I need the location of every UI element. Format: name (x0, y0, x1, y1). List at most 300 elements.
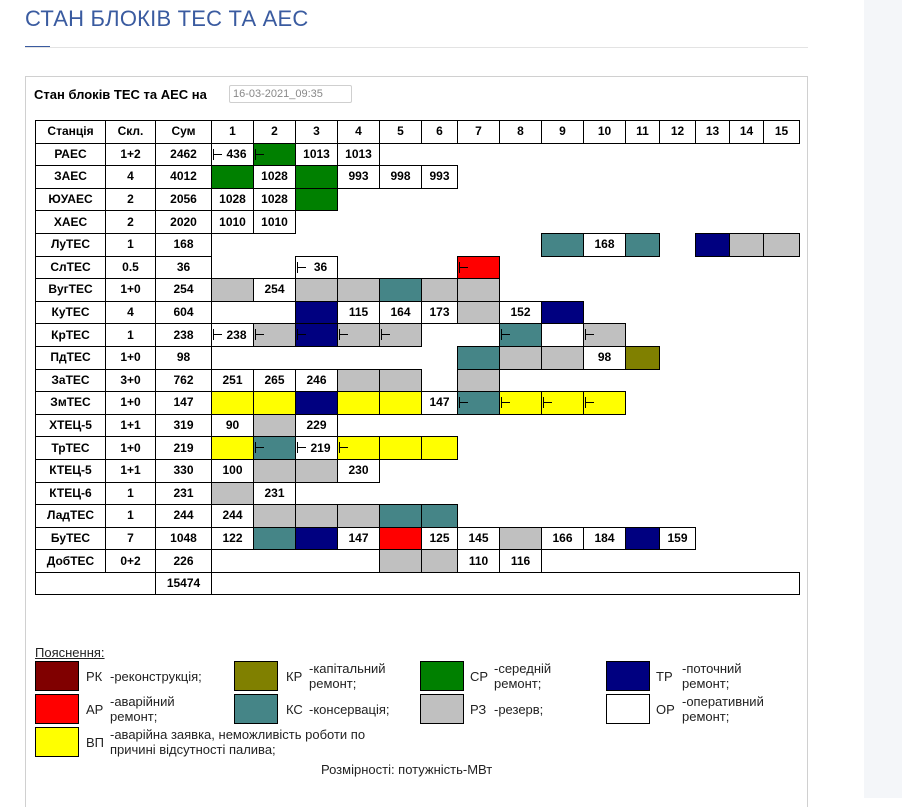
column-header: Сум (156, 121, 212, 144)
empty-cell (626, 505, 660, 528)
empty-cell (584, 279, 626, 302)
station-sum: 168 (156, 233, 212, 256)
station-name: КуТЕС (36, 301, 106, 324)
unit-marker-icon (213, 329, 222, 340)
station-row (36, 437, 800, 460)
station-row (36, 369, 800, 392)
empty-cell (764, 437, 800, 460)
unit-cell (542, 301, 584, 324)
empty-cell (422, 459, 458, 482)
station-sum: 2462 (156, 143, 212, 166)
unit-cell (380, 437, 422, 460)
station-sum: 98 (156, 346, 212, 369)
total-label-cell (36, 572, 156, 595)
empty-cell (338, 346, 380, 369)
empty-cell (500, 166, 542, 189)
empty-cell (660, 437, 696, 460)
table-header-row (36, 121, 800, 144)
unit-capacity: 238 (226, 327, 247, 342)
empty-cell (660, 505, 696, 528)
empty-cell (296, 346, 338, 369)
empty-cell (626, 369, 660, 392)
empty-cell (764, 188, 800, 211)
empty-cell (542, 482, 584, 505)
unit-capacity: 998 (390, 169, 411, 184)
empty-cell (696, 279, 730, 302)
empty-cell (500, 143, 542, 166)
unit-marker-icon (213, 149, 222, 160)
station-sum: 226 (156, 550, 212, 573)
station-row (36, 166, 800, 189)
empty-cell (380, 211, 422, 234)
unit-capacity: 90 (225, 418, 240, 433)
station-skl: 3+0 (106, 369, 156, 392)
empty-cell (696, 346, 730, 369)
empty-cell (338, 482, 380, 505)
unit-cell (296, 392, 338, 415)
column-header: 10 (584, 121, 626, 144)
empty-cell (296, 211, 338, 234)
empty-cell (660, 550, 696, 573)
unit-cell (338, 527, 380, 550)
empty-cell (500, 482, 542, 505)
unit-marker-icon (297, 442, 306, 453)
empty-cell (730, 324, 764, 347)
unit-cell (296, 279, 338, 302)
unit-cell (212, 437, 254, 460)
column-header: 8 (500, 121, 542, 144)
unit-cell (584, 527, 626, 550)
unit-cell (626, 346, 660, 369)
unit-cell (422, 301, 458, 324)
unit-marker-icon (255, 442, 264, 453)
unit-cell (338, 324, 380, 347)
station-skl: 2 (106, 188, 156, 211)
empty-cell (660, 143, 696, 166)
empty-cell (422, 369, 458, 392)
unit-cell (254, 188, 296, 211)
empty-cell (584, 369, 626, 392)
unit-capacity: 219 (310, 440, 331, 455)
unit-cell (254, 279, 296, 302)
unit-capacity: 231 (264, 485, 285, 500)
empty-cell (542, 505, 584, 528)
unit-cell (584, 324, 626, 347)
empty-cell (500, 256, 542, 279)
empty-cell (764, 279, 800, 302)
column-header: 6 (422, 121, 458, 144)
empty-cell (764, 324, 800, 347)
empty-cell (584, 256, 626, 279)
unit-cell (254, 459, 296, 482)
unit-cell (338, 437, 380, 460)
unit-cell (212, 459, 254, 482)
empty-cell (660, 459, 696, 482)
unit-capacity: 100 (222, 463, 243, 478)
legend-desc-ar: -аварійний ремонт; (110, 694, 175, 724)
empty-cell (626, 414, 660, 437)
unit-capacity: 244 (222, 508, 243, 523)
column-header: 14 (730, 121, 764, 144)
unit-cell (296, 166, 338, 189)
station-skl: 1+1 (106, 459, 156, 482)
empty-cell (584, 482, 626, 505)
unit-cell (458, 392, 500, 415)
unit-cell (500, 324, 542, 347)
empty-cell (730, 166, 764, 189)
empty-cell (764, 143, 800, 166)
unit-cell (212, 188, 254, 211)
total-spacer-cell (212, 572, 800, 595)
units-status-table (35, 120, 800, 595)
station-skl: 1+2 (106, 143, 156, 166)
empty-cell (500, 459, 542, 482)
station-row (36, 482, 800, 505)
empty-cell (626, 482, 660, 505)
station-sum: 147 (156, 392, 212, 415)
station-name: БуТЕС (36, 527, 106, 550)
empty-cell (764, 301, 800, 324)
empty-cell (584, 301, 626, 324)
empty-cell (696, 527, 730, 550)
column-header: 9 (542, 121, 584, 144)
empty-cell (458, 482, 500, 505)
station-name: ХАЕС (36, 211, 106, 234)
empty-cell (764, 414, 800, 437)
unit-marker-icon (339, 442, 348, 453)
empty-cell (500, 369, 542, 392)
station-sum: 219 (156, 437, 212, 460)
empty-cell (660, 279, 696, 302)
empty-cell (584, 437, 626, 460)
unit-cell (764, 233, 800, 256)
right-sidebar (864, 0, 902, 798)
unit-capacity: 993 (348, 169, 369, 184)
empty-cell (696, 459, 730, 482)
unit-marker-icon (459, 397, 468, 408)
unit-capacity: 152 (510, 305, 531, 320)
unit-cell (212, 482, 254, 505)
empty-cell (696, 482, 730, 505)
empty-cell (660, 414, 696, 437)
station-sum: 36 (156, 256, 212, 279)
legend-desc-rz: -резерв; (494, 702, 544, 717)
unit-cell (422, 437, 458, 460)
unit-cell (542, 527, 584, 550)
legend-code-rz: РЗ (470, 702, 487, 717)
empty-cell (542, 324, 584, 347)
empty-cell (338, 211, 380, 234)
station-name: ЛуТЕС (36, 233, 106, 256)
empty-cell (730, 279, 764, 302)
empty-cell (212, 550, 254, 573)
station-row (36, 301, 800, 324)
empty-cell (764, 256, 800, 279)
legend-desc-vp: -аварійна заявка, неможливість роботи по причині відсутності палива; (110, 727, 366, 757)
column-header: 1 (212, 121, 254, 144)
empty-cell (458, 166, 500, 189)
legend-code-tr: ТР (656, 669, 673, 684)
unit-marker-icon (543, 397, 552, 408)
unit-capacity: 1013 (303, 146, 330, 161)
station-row (36, 550, 800, 573)
empty-cell (212, 256, 254, 279)
unit-cell (296, 301, 338, 324)
column-header: 4 (338, 121, 380, 144)
unit-cell (696, 233, 730, 256)
legend-swatch-ar (35, 694, 79, 724)
empty-cell (422, 233, 458, 256)
unit-capacity: 115 (348, 305, 369, 320)
unit-cell (254, 143, 296, 166)
empty-cell (730, 437, 764, 460)
unit-cell (212, 279, 254, 302)
station-name: ДобТЕС (36, 550, 106, 573)
legend-code-sr: СР (470, 669, 489, 684)
station-skl: 1+1 (106, 414, 156, 437)
unit-cell (296, 414, 338, 437)
unit-cell (542, 346, 584, 369)
legend-code-kr: КР (286, 669, 303, 684)
empty-cell (584, 143, 626, 166)
empty-cell (338, 256, 380, 279)
empty-cell (660, 392, 696, 415)
unit-capacity: 1028 (261, 169, 288, 184)
column-header: Станція (36, 121, 106, 144)
unit-cell (212, 211, 254, 234)
empty-cell (764, 211, 800, 234)
unit-capacity: 436 (226, 146, 247, 161)
unit-cell (422, 166, 458, 189)
station-row (36, 527, 800, 550)
empty-cell (584, 459, 626, 482)
empty-cell (730, 414, 764, 437)
total-row (36, 572, 800, 595)
empty-cell (660, 346, 696, 369)
unit-cell (212, 369, 254, 392)
unit-cell (338, 459, 380, 482)
empty-cell (730, 459, 764, 482)
station-sum: 244 (156, 505, 212, 528)
empty-cell (764, 369, 800, 392)
unit-capacity: 1010 (219, 214, 246, 229)
station-sum: 2020 (156, 211, 212, 234)
unit-marker-icon (255, 149, 264, 160)
station-row (36, 459, 800, 482)
unit-cell (254, 324, 296, 347)
unit-cell (422, 505, 458, 528)
station-name: КТЕЦ-6 (36, 482, 106, 505)
empty-cell (584, 505, 626, 528)
empty-cell (660, 166, 696, 189)
unit-cell (626, 233, 660, 256)
empty-cell (380, 346, 422, 369)
empty-cell (730, 188, 764, 211)
empty-cell (254, 233, 296, 256)
empty-cell (730, 392, 764, 415)
unit-capacity: 265 (264, 372, 285, 387)
empty-cell (422, 346, 458, 369)
empty-cell (626, 188, 660, 211)
empty-cell (730, 256, 764, 279)
unit-cell (212, 505, 254, 528)
station-sum: 604 (156, 301, 212, 324)
unit-cell (380, 527, 422, 550)
unit-cell (458, 369, 500, 392)
empty-cell (696, 256, 730, 279)
empty-cell (254, 301, 296, 324)
column-header: 13 (696, 121, 730, 144)
empty-cell (660, 256, 696, 279)
unit-cell (422, 550, 458, 573)
unit-cell (338, 279, 380, 302)
unit-cell (296, 369, 338, 392)
column-header: Скл. (106, 121, 156, 144)
empty-cell (626, 256, 660, 279)
station-sum: 319 (156, 414, 212, 437)
station-skl: 1+0 (106, 279, 156, 302)
legend-code-ks: КС (286, 702, 303, 717)
station-skl: 1+0 (106, 437, 156, 460)
unit-cell (212, 324, 254, 347)
empty-cell (422, 414, 458, 437)
empty-cell (380, 233, 422, 256)
empty-cell (696, 505, 730, 528)
unit-cell (296, 505, 338, 528)
empty-cell (542, 256, 584, 279)
unit-capacity: 122 (222, 530, 243, 545)
empty-cell (660, 188, 696, 211)
empty-cell (730, 346, 764, 369)
unit-cell (500, 550, 542, 573)
empty-cell (584, 188, 626, 211)
empty-cell (458, 437, 500, 460)
empty-cell (730, 505, 764, 528)
legend-swatch-rz (420, 694, 464, 724)
empty-cell (458, 211, 500, 234)
empty-cell (422, 482, 458, 505)
empty-cell (458, 324, 500, 347)
empty-cell (380, 482, 422, 505)
station-name: ПдТЕС (36, 346, 106, 369)
empty-cell (542, 279, 584, 302)
dimensions-note: Розмірності: потужність-МВт (321, 762, 493, 777)
empty-cell (500, 188, 542, 211)
empty-cell (764, 459, 800, 482)
empty-cell (696, 414, 730, 437)
empty-cell (422, 188, 458, 211)
unit-cell (380, 369, 422, 392)
empty-cell (500, 414, 542, 437)
empty-cell (380, 188, 422, 211)
unit-marker-icon (585, 397, 594, 408)
empty-cell (254, 346, 296, 369)
unit-cell (296, 527, 338, 550)
unit-capacity: 254 (264, 282, 285, 297)
station-name: ХТЕЦ-5 (36, 414, 106, 437)
empty-cell (764, 527, 800, 550)
empty-cell (696, 437, 730, 460)
empty-cell (626, 143, 660, 166)
legend-code-rk: РК (86, 669, 103, 684)
unit-cell (296, 324, 338, 347)
legend-desc-tr: -поточний ремонт; (682, 661, 742, 691)
legend-swatch-or (606, 694, 650, 724)
datetime-input[interactable] (229, 85, 352, 103)
report-label: Стан блоків ТЕС та АЕС на (34, 87, 207, 102)
empty-cell (764, 346, 800, 369)
empty-cell (660, 233, 696, 256)
legend-desc-sr: -середній ремонт; (494, 661, 552, 691)
unit-capacity: 230 (348, 463, 369, 478)
empty-cell (500, 437, 542, 460)
unit-cell (584, 233, 626, 256)
empty-cell (626, 550, 660, 573)
empty-cell (730, 482, 764, 505)
unit-cell (422, 279, 458, 302)
empty-cell (626, 459, 660, 482)
unit-cell (380, 505, 422, 528)
empty-cell (626, 279, 660, 302)
empty-cell (296, 482, 338, 505)
station-sum: 330 (156, 459, 212, 482)
unit-cell (338, 392, 380, 415)
unit-cell (422, 392, 458, 415)
station-row (36, 346, 800, 369)
empty-cell (500, 211, 542, 234)
empty-cell (296, 233, 338, 256)
empty-cell (730, 550, 764, 573)
empty-cell (584, 166, 626, 189)
legend-swatch-vp (35, 727, 79, 757)
unit-cell (212, 414, 254, 437)
unit-cell (458, 346, 500, 369)
empty-cell (730, 301, 764, 324)
station-sum: 4012 (156, 166, 212, 189)
empty-cell (500, 505, 542, 528)
column-header: 12 (660, 121, 696, 144)
divider (25, 47, 808, 48)
unit-capacity: 98 (597, 350, 612, 365)
empty-cell (584, 550, 626, 573)
empty-cell (584, 211, 626, 234)
unit-cell (458, 256, 500, 279)
column-header: 2 (254, 121, 296, 144)
unit-cell (380, 166, 422, 189)
station-row (36, 324, 800, 347)
empty-cell (542, 414, 584, 437)
total-sum: 15474 (156, 572, 212, 595)
column-header: 15 (764, 121, 800, 144)
unit-cell (296, 459, 338, 482)
empty-cell (730, 527, 764, 550)
empty-cell (380, 256, 422, 279)
empty-cell (542, 459, 584, 482)
empty-cell (696, 550, 730, 573)
empty-cell (660, 211, 696, 234)
empty-cell (626, 301, 660, 324)
empty-cell (458, 414, 500, 437)
unit-capacity: 164 (390, 305, 411, 320)
empty-cell (660, 301, 696, 324)
unit-marker-icon (501, 397, 510, 408)
station-skl: 4 (106, 301, 156, 324)
legend-desc-rk: -реконструкція; (110, 669, 202, 684)
station-name: ТрТЕС (36, 437, 106, 460)
unit-cell (296, 188, 338, 211)
empty-cell (542, 143, 584, 166)
station-row (36, 211, 800, 234)
